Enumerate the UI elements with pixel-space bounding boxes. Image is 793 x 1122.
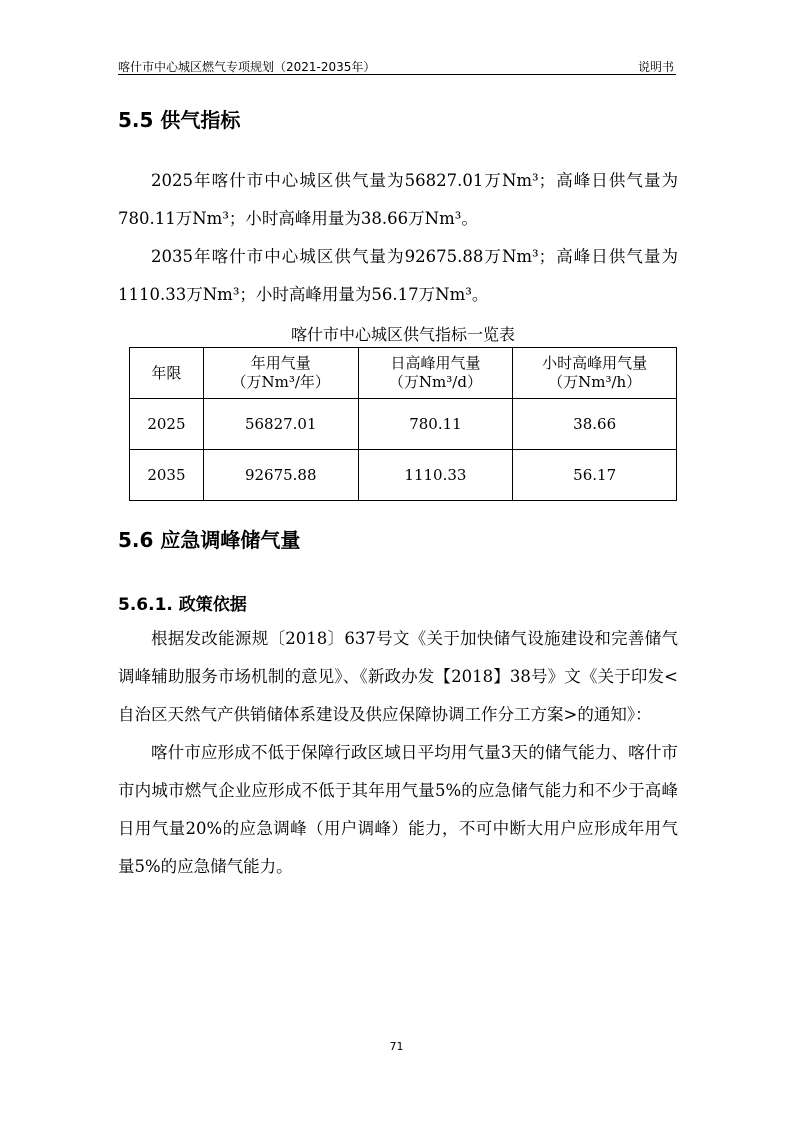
table-cell: 1110.33	[358, 450, 513, 501]
paragraph: 喀什市应形成不低于保障行政区域日平均用气量3天的储气能力、喀什市市内城市燃气企业应形成不低于其年用气量5%的应急储气能力和不少于高峰日用气量20%的应急调峰（用户调峰）能力，不可中断大用户应形成年用气量5%的应急储气能力。	[118, 743, 678, 876]
document-section-label: 说明书	[637, 60, 674, 74]
document-title: 喀什市中心城区燃气专项规划（2021-2035年）	[118, 60, 376, 74]
header-cell-annual: 年用气量 （万Nm³/年）	[203, 348, 358, 399]
table-cell: 780.11	[358, 399, 513, 450]
header-cell-daily-peak: 日高峰用气量 （万Nm³/d）	[358, 348, 513, 399]
header-cell-hourly-peak: 小时高峰用气量 （万Nm³/h）	[513, 348, 677, 399]
table-cell: 56.17	[513, 450, 677, 501]
table-row	[130, 399, 677, 450]
table-cell: 92675.88	[203, 450, 358, 501]
paragraph: 2035年喀什市中心城区供气量为92675.88万Nm³；高峰日供气量为1110.33万Nm³；小时高峰用量为56.17万Nm³。	[118, 247, 678, 304]
paragraph: 2025年喀什市中心城区供气量为56827.01万Nm³；高峰日供气量为780.11万Nm³；小时高峰用量为38.66万Nm³。	[118, 171, 678, 228]
table-cell: 2025	[130, 399, 204, 450]
supply-indicator-table	[129, 347, 677, 501]
table-header-row	[130, 348, 677, 399]
table-cell: 2035	[130, 450, 204, 501]
section-5-5-body	[118, 162, 678, 314]
section-5-6-1-body	[118, 620, 678, 886]
table-cell: 56827.01	[203, 399, 358, 450]
table-caption: 喀什市中心城区供气指标一览表	[290, 325, 515, 344]
table-cell: 38.66	[513, 399, 677, 450]
table-row	[130, 450, 677, 501]
header-cell-year: 年限	[130, 348, 204, 399]
page-header	[118, 56, 676, 75]
subsection-heading-5-6-1: 5.6.1. 政策依据	[118, 595, 247, 615]
section-heading-5-6: 5.6 应急调峰储气量	[118, 528, 301, 552]
paragraph: 根据发改能源规〔2018〕637号文《关于加快储气设施建设和完善储气调峰辅助服务市场机制的意见》、《新政办发【2018】38号》文《关于印发<自治区天然气产供销储体系建设及供应保障协调工作分工方案>的通知》：	[118, 629, 678, 724]
page-number: 71	[389, 1040, 404, 1053]
section-heading-5-5: 5.5 供气指标	[118, 108, 241, 132]
